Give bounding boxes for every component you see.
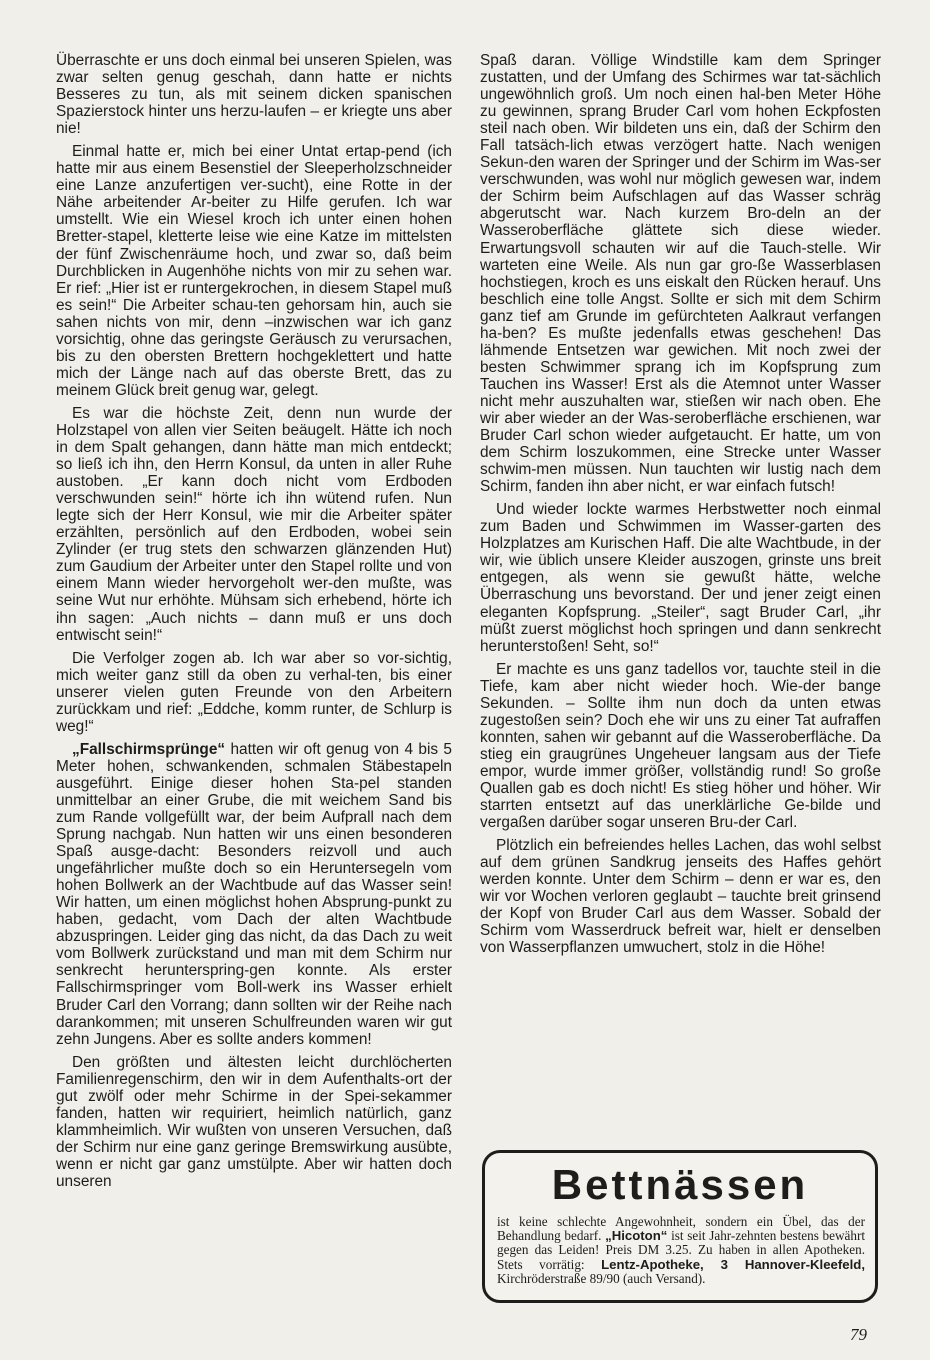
paragraph: Die Verfolger zogen ab. Ich war aber so vor-sichtig, mich weiter ganz still da oben zu verhal-ten, bis einer unserer vielen guten Freunde von den Arbeitern zurückkam und rief: „Eddche, komm runter, de Schlurp is weg!“ [56, 649, 452, 735]
paragraph: Er machte es uns ganz tadellos vor, tauchte steil in die Tiefe, kam aber nicht wieder hoch. Wie-der bange Sekunden. – Sollte ihm nun doch da unten etwas zugestoßen sein? Doch ehe wir uns zu einer Tat aufraffen konnten, sahen wir gebannt auf die Wasseroberfläche. Da stieg ein graugrünes Ungeheuer langsam aus der Tiefe empor, wurde immer größer, vollständig rund! So große Quallen gab es doch nicht! Es stieg höher und höher. Wir starrten entsetzt auf das unerklärliche Ge-bilde und vergaßen darüber sogar unseren Bru-der Carl. [480, 660, 881, 832]
paragraph: Den größten und ältesten leicht durchlöcherten Familienregenschirm, den wir in dem Aufenthalts-ort der gut zwölf oder mehr Schirme in der Spei-sekammer fanden, hatten wir requiriert, heimlich natürlich, ganz klammheimlich. Wir wußten von unseren Versuchen, daß der Schirm nur eine ganz geringe Bremswirkung ausübte, wenn er nicht gar ganz umstülpte. Aber wir hatten doch unseren [56, 1053, 452, 1190]
ad-product-name: „Hicoton“ [605, 1228, 668, 1244]
paragraph: Spaß daran. Völlige Windstille kam dem Springer zustatten, und der Umfang des Schirmes war tat-sächlich ungewöhnlich groß. Um noch einen hal-ben Meter Höhe zu gewinnen, sprang Bruder Carl vom hohen Eckpfosten steil nach oben. Wir bildeten uns ein, daß der Schirm den Fall tatsäch-lich etwas verzögert hatte. Nach wenigen Sekun-den waren der Springer und der Schirm im Was-ser verschwunden, was wohl nur möglich gewesen war, indem der Schirm beim Aufschlagen auf das Wasser schräg abgerutscht war. Nach kurzem Bro-deln an der Wasseroberfläche glättete sich diese wieder. Erwartungsvoll schauten wir auf die Tauch-stelle. Wir warteten eine Weile. Als nun gar gro-ße Wasserblasen hochstiegen, kroch es uns eiskalt den Rücken herauf. Uns beschlich eine tolle Angst. Sollte er sich mit dem Schirm ganz tief am Grunde im gefürchteten Aalkraut verfangen ha-ben? Es mußte jedenfalls etwas geschehen! Das lähmende Entsetzen war gewichen. Mit noch zwei der besten Schwimmer sprang ich im Kopfsprung zum Tauchen ins Wasser! Erst als die Atemnot unter Wasser nicht mehr auszuhalten war, stießen wir nach oben. Ehe wir aber wieder an der Was-seroberfläche erschienen, war Bruder Carl schon wieder aufgetaucht. Er hatte, um von dem Schirm loszukommen, eine Strecke unter Wasser schwim-men müssen. Nun tauchten wir lustig nach dem Schirm, fanden ihn aber nicht, er war einfach futsch! [480, 52, 881, 496]
page-number: 79 [850, 1325, 867, 1344]
paragraph: Und wieder lockte warmes Herbstwetter noch einmal zum Baden und Schwimmen im Wasser-garten des Holzplatzes am Kurischen Haff. Die alte Wachtbude, in der wir, wie üblich unsere Kleider auszogen, grinste uns breit entgegen, als wenn sie gewußt hätte, welche Überraschung uns bevorstand. Der und jener zeigt einen eleganten Kopfsprung. „Steiler“, sagt Bruder Carl, „ihr müßt zuerst möglichst hoch springen und dann senkrecht herunterstoßen! Seht, so!“ [480, 501, 881, 655]
paragraph: Einmal hatte er, mich bei einer Untat ertap-pend (ich hatte mir aus einem Besenstiel der Sleeperholzschneider eine Lanze anzufertigen ver-sucht), eine Rotte in der Nähe arbeitender Ar-beiter zu Hilfe gerufen. Ich war umstellt. Wie ein Wiesel kroch ich unter einen hohen Bretter-stapel, kletterte leise wie eine Katze im mittelsten der fünf Zwischenräume hoch, und zwar so, daß beim Durchblicken in Augenhöhe nichts von mir zu sehen war. Er rief: „Hier ist er runtergekrochen, in diesem Stapel muß es sein!“ Die Arbeiter schau-ten gehorsam hin, auch sie sahen nichts von mir, denn –inzwischen war ich ganz vorsichtig, ohne das geringste Geräusch zu verursachen, bis zu den obersten Brettern hochgeklettert und hatte mich der Länge nach auf das oberste Brett, das zu meinem Glück breit genug war, gelegt. [56, 143, 452, 399]
paragraph: „Fallschirmsprünge“ hatten wir oft genug von 4 bis 5 Meter hohen, schwankenden, schmalen Stäbestapeln ausgeführt. Einige dieser hohen Sta-pel standen unmittelbar an einer Grube, die mit weichem Sand bis zum Rande vollgefüllt war, der beim Aufprall nach dem Sprung nachgab. Nun hatten wir uns einen besonderen Spaß ausge-dacht: Besonders reizvoll und auch ungefährlicher mußte doch so ein Heruntersegeln vom hohen Bollwerk an der Wachtbude auf das Wasser sein! Wir hatten, um einen möglichst hohen Absprung-punkt zu haben, gedacht, vom Dach der alten Wachtbude abzuspringen. Leider ging das nicht, da das Dach zu weit vom Bollwerk zurückstand und man mit dem Schirm nur senkrecht herunterspring-gen konnte. Als erster Fallschirmspringer vom Boll-werk ins Wasser erhielt Bruder Carl den Vorrang; dann sollten wir der Reihe nach darankommen; mit unseren Schulfreunden waren wir gut zehn Jungens. Aber es sollte anders kommen! [56, 740, 452, 1048]
paragraph: Plötzlich ein befreiendes helles Lachen, das wohl selbst auf dem grünen Sandkrug jenseits des Haffes gehört werden konnte. Unter dem Schirm – denn er war es, den wir vor Wochen verloren geglaubt – tauchte breit grinsend der Kopf von Bruder Carl aus dem Wasser. Sobald der Schirm vom Wasserdruck befreit war, hielt er denselben von Wasserpflanzen umwuchert, stolz in die Höhe! [480, 837, 881, 957]
ad-body: ist keine schlechte Angewohnheit, sondern ein Übel, das der Behandlung bedarf. „Hicoton“ ist seit Jahr-zehnten bestens bewährt gegen das Leiden! Preis DM 3.25. Zu haben in allen Apotheken. Stets vorrätig: Lentz-Apotheke, 3 Hannover-Kleefeld, Kirchröderstraße 89/90 (auch Versand). [497, 1214, 866, 1286]
paragraph: Es war die höchste Zeit, denn nun wurde der Holzstapel von allen vier Seiten beäugelt. Hätte ich noch in dem Spalt gehangen, dann hätte man mich entdeckt; so ließ ich ihn, den Herrn Konsul, da unten in aller Ruhe austoben. „Er kann doch nicht vom Erdboden verschwunden sein!“ hörte ich ihn wütend rufen. Nun legte sich der Herr Konsul, wie mir die Arbeiter später erzählten, persönlich auf den Erdboden, wobei sein Zylinder (er trug stets den schwarzen glänzenden Hut) zum Gaudium der Arbeiter unter den Stapel rollte und von einem Mann wieder hervorgeholt wer-den mußte, was seine Wut nur erhöhte. Mühsam sich erhebend, hörte ich ihn sagen: „Auch nichts – dann muß er uns doch entwischt sein!“ [56, 404, 452, 644]
advertisement-box [482, 1150, 878, 1303]
section-heading: „Fallschirmsprünge“ [72, 740, 226, 758]
paragraph: Überraschte er uns doch einmal bei unseren Spielen, was zwar selten genug geschah, dann hatte er nichts Besseres zu tun, als mit seinem dicken spanischen Spazierstock hinter uns herzu-laufen – er kriegte uns aber nie! [56, 52, 452, 138]
left-text-column [56, 52, 452, 1196]
right-text-column [480, 52, 881, 962]
ad-pharmacy-name: Lentz-Apotheke, 3 Hannover-Kleefeld, [601, 1256, 865, 1272]
ad-headline: Bettnässen [551, 1161, 809, 1208]
